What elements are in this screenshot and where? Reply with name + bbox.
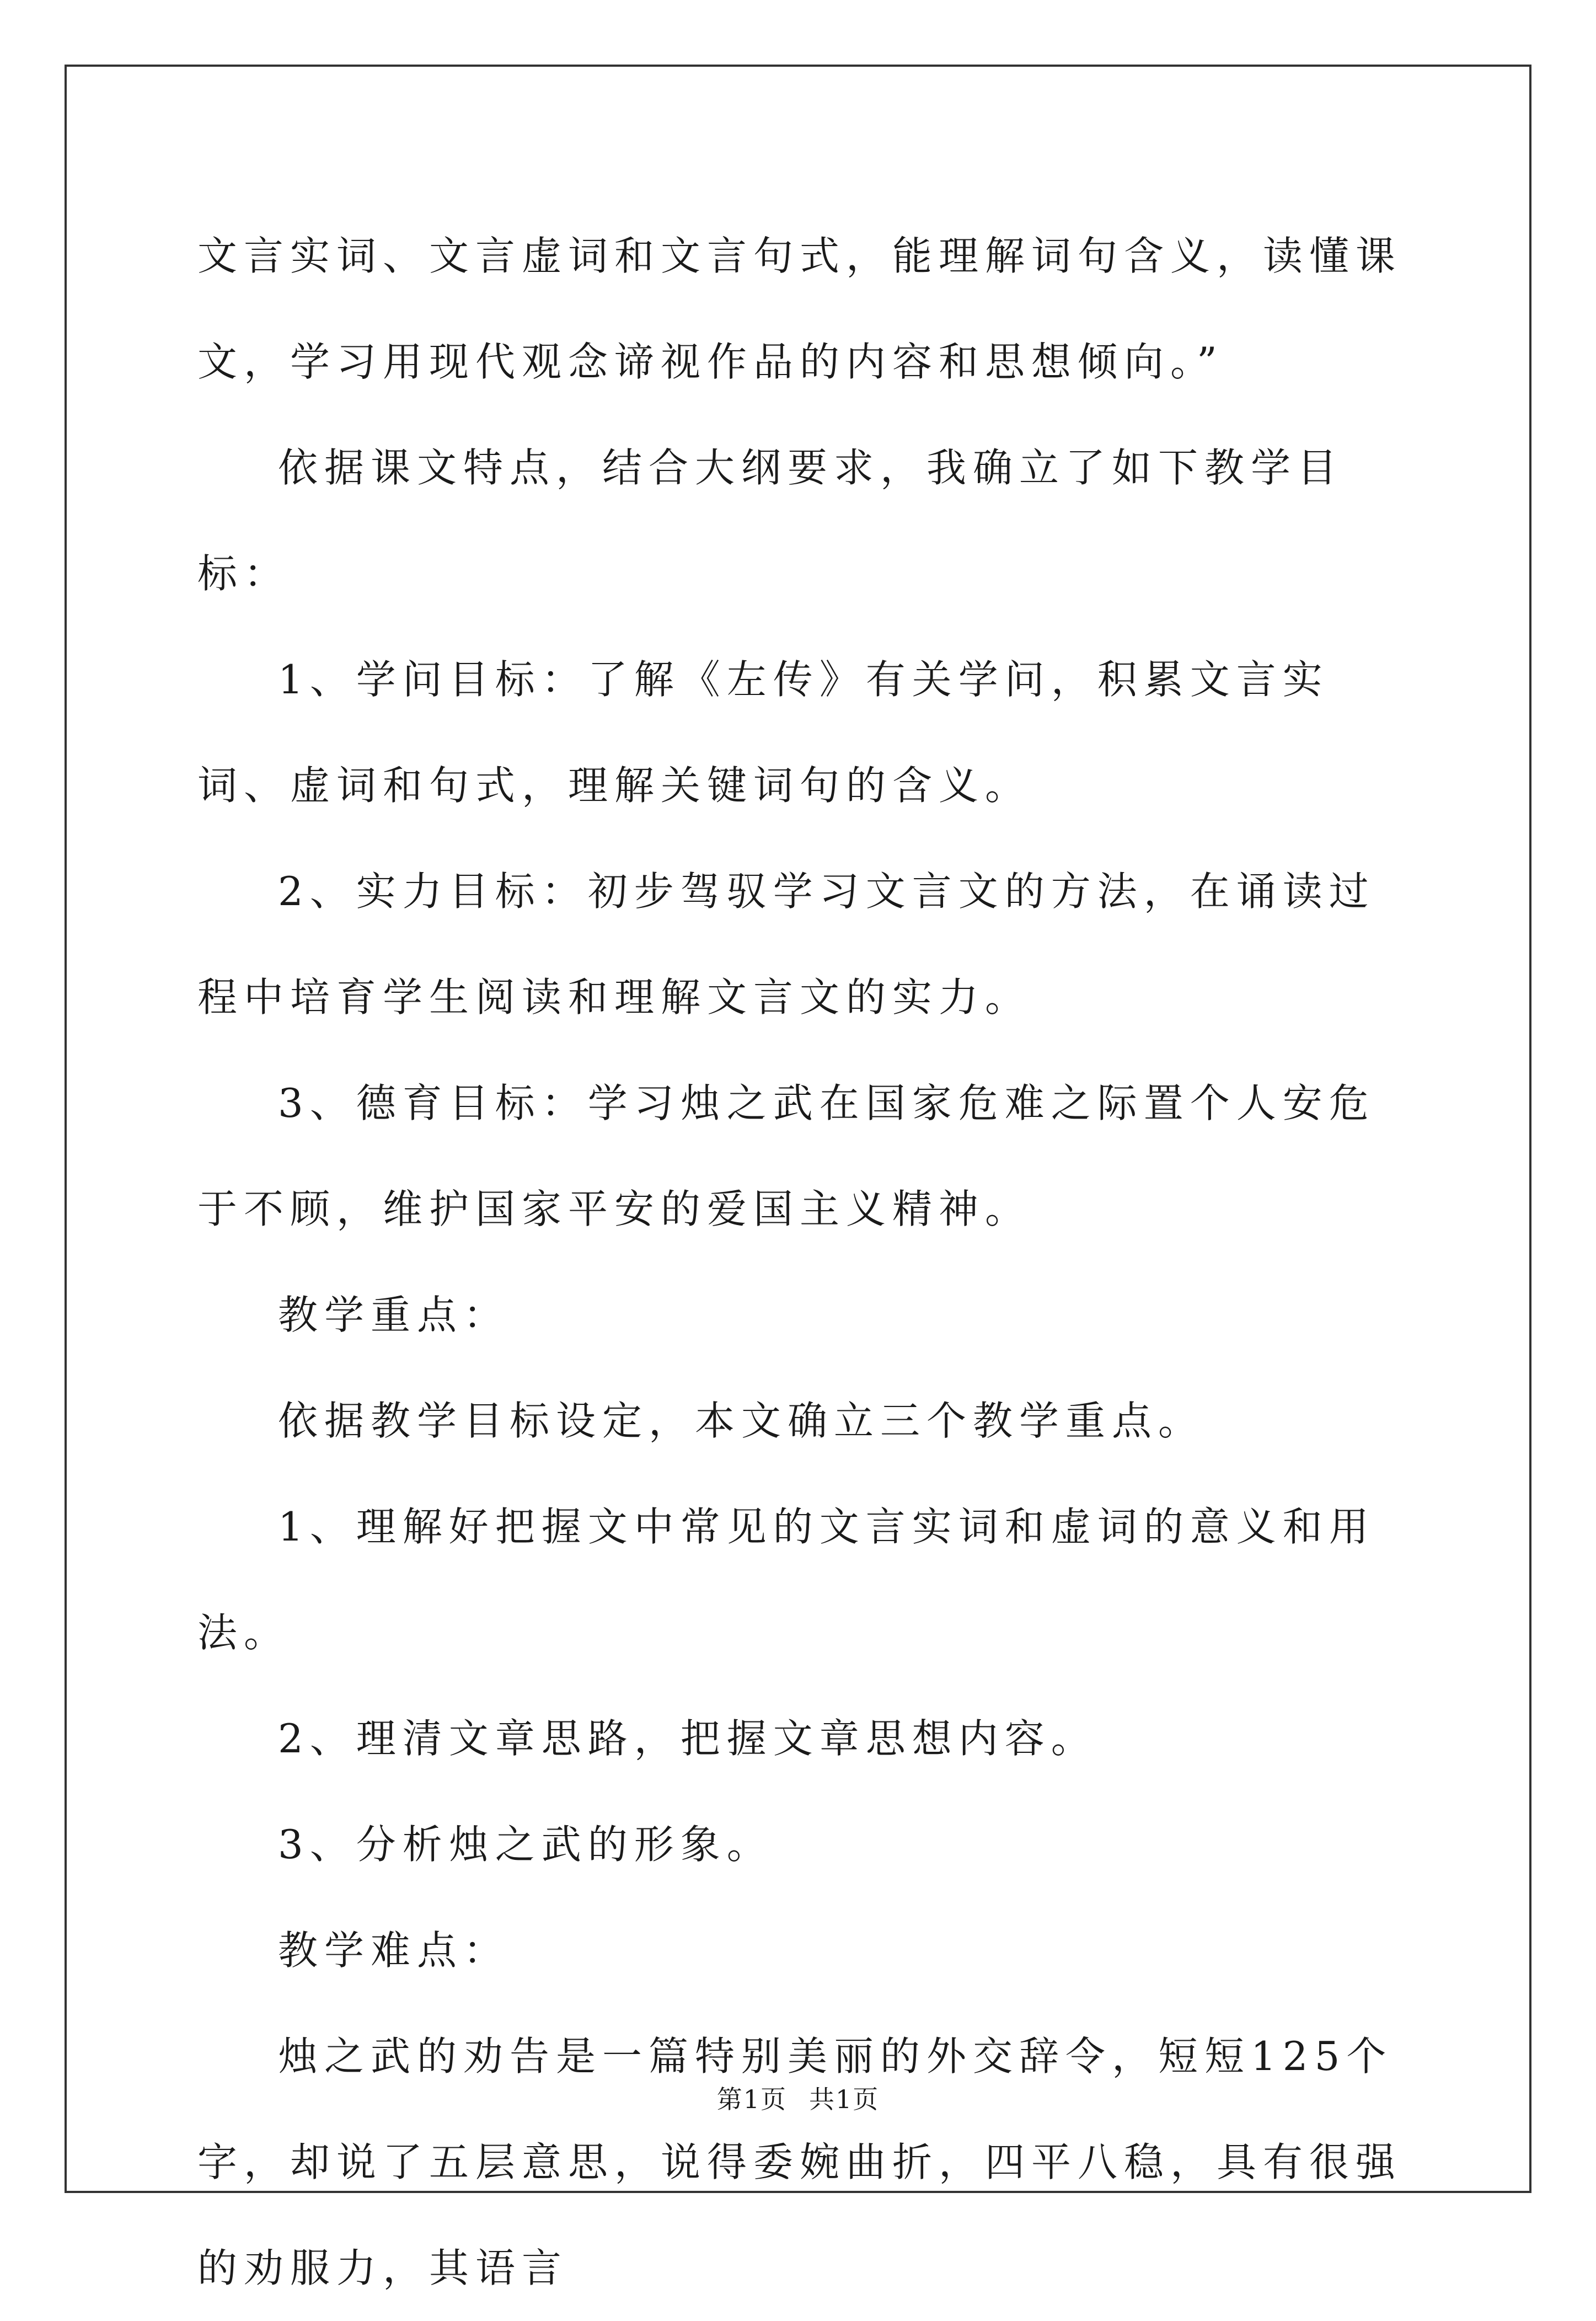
paragraph-2: 依据课文特点，结合大纲要求，我确立了如下教学目标： bbox=[197, 445, 1344, 597]
page-number: 第1页 bbox=[716, 2084, 787, 2114]
page-total: 共1页 bbox=[809, 2084, 880, 2114]
paragraph-9: 2、理清文章思路，把握文章思想内容。 bbox=[278, 1715, 1097, 1762]
paragraph-4: 2、实力目标：初步驾驭学习文言文的方法，在诵读过程中培育学生阅读和理解文言文的实力。 bbox=[197, 868, 1375, 1020]
paragraph-11: 教学难点： bbox=[278, 1927, 510, 1974]
paragraph-8: 1、理解好把握文中常见的文言实词和虚词的意义和用法。 bbox=[197, 1504, 1375, 1656]
paragraph-12: 烛之武的劝告是一篇特别美丽的外交辞令，短短125个字，却说了五层意思，说得委婉曲折，四平八稳，具有很强的劝服力，其语言 bbox=[197, 2033, 1402, 2291]
document-body bbox=[197, 203, 1405, 2321]
paragraph-10: 3、分析烛之武的形象。 bbox=[278, 1821, 773, 1868]
page-footer bbox=[0, 2079, 1596, 2116]
paragraph-1: 文言实词、文言虚词和文言句式，能理解词句含义，读懂课文，学习用现代观念谛视作品的内容和思想倾向。” bbox=[197, 233, 1402, 385]
paragraph-6: 教学重点： bbox=[278, 1292, 510, 1338]
paragraph-5: 3、德育目标：学习烛之武在国家危难之际置个人安危于不顾，维护国家平安的爱国主义精神。 bbox=[197, 1080, 1375, 1232]
paragraph-3: 1、学问目标：了解《左传》有关学问，积累文言实词、虚词和句式，理解关键词句的含义。 bbox=[197, 656, 1329, 809]
paragraph-7: 依据教学目标设定，本文确立三个教学重点。 bbox=[278, 1398, 1205, 1444]
